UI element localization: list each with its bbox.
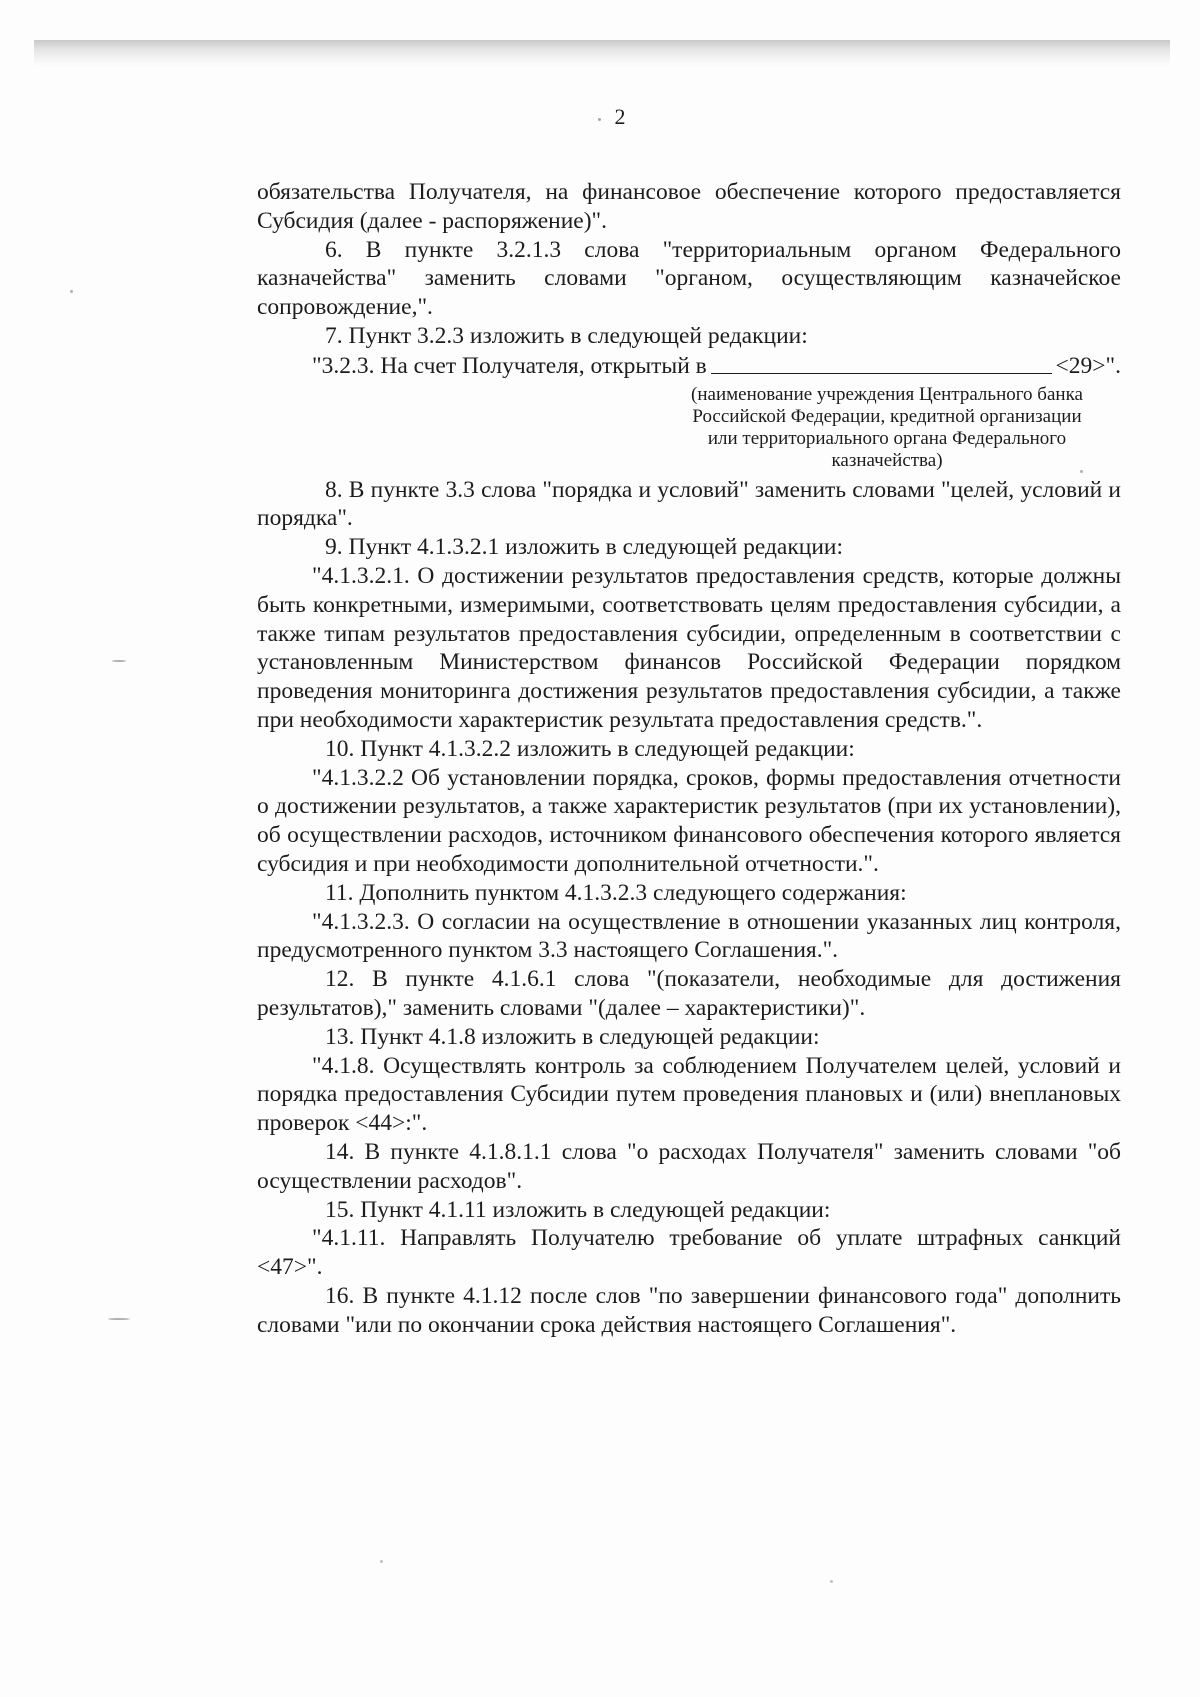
paragraph-item-12: 12. В пункте 4.1.6.1 слова "(показатели, необходимые для достижения результатов)," заменить словами "(далее – характеристики)". bbox=[257, 966, 1121, 1021]
paragraph-item-6: 6. В пункте 3.2.1.3 слова "территориальным органом Федерального казначейства" заменить словами "органом, осуществляющим казначейское сопровождение,". bbox=[257, 236, 1121, 321]
document-body bbox=[257, 178, 1121, 1339]
paragraph-item-8: 8. В пункте 3.3 слова "порядка и условий" заменить словами "целей, условий и порядка". bbox=[257, 476, 1121, 532]
account-prefix: "3.2.3. На счет Получателя, открытый в bbox=[312, 352, 707, 379]
paragraph-item-13: 13. Пункт 4.1.8 изложить в следующей редакции: bbox=[325, 1023, 820, 1050]
account-suffix: <29>". bbox=[1055, 352, 1121, 379]
quoted-clause-4-1-3-2-2: "4.1.3.2.2 Об установлении порядка, сроков, формы предоставления отчетности о достижении результатов, а также характеристик результатов (при их установлении), об осуществлении расходов, источником финансового обеспечения которого является субсидия и при необходимости дополнительной отчетности.". bbox=[257, 764, 1121, 877]
scan-speck bbox=[1080, 470, 1083, 473]
account-line bbox=[257, 351, 1121, 380]
paragraph-item-16: 16. В пункте 4.1.12 после слов "по завершении финансового года" дополнить словами "или по окончании срока действия настоящего Соглашения". bbox=[257, 1282, 1121, 1338]
scan-speck bbox=[380, 1560, 383, 1563]
quoted-clause-4-1-11: "4.1.11. Направлять Получателю требование об уплате штрафных санкций <47>". bbox=[257, 1225, 1121, 1281]
quoted-clause-4-1-8: "4.1.8. Осуществлять контроль за соблюдением Получателем целей, условий и порядка предоставления Субсидии путем проведения плановых и (или) внеплановых проверок <44>:". bbox=[257, 1052, 1121, 1137]
scan-speck bbox=[598, 118, 601, 121]
page-number: 2 bbox=[614, 104, 626, 129]
paragraph-item-11: 11. Дополнить пунктом 4.1.3.2.3 следующего содержания: bbox=[325, 879, 907, 906]
scan-speck bbox=[70, 290, 73, 293]
scan-speck bbox=[830, 1580, 833, 1583]
scan-speck bbox=[112, 660, 126, 662]
account-caption: (наименование учреждения Центрального банка Российской Федерации, кредитной организации или территориального органа Федерального казначейства) bbox=[691, 383, 1083, 471]
quoted-clause-4-1-3-2-3: "4.1.3.2.3. О согласии на осуществление в отношении указанных лиц контроля, предусмотренного пунктом 3.3 настоящего Соглашения.". bbox=[257, 908, 1121, 964]
paragraph-item-7: 7. Пункт 3.2.3 изложить в следующей редакции: bbox=[325, 322, 808, 349]
paragraph-item-10: 10. Пункт 4.1.3.2.2 изложить в следующей редакции: bbox=[325, 735, 855, 762]
scan-speck bbox=[108, 1318, 130, 1320]
paragraph-item-15: 15. Пункт 4.1.11 изложить в следующей редакции: bbox=[325, 1196, 831, 1223]
quoted-clause-4-1-3-2-1: "4.1.3.2.1. О достижении результатов предоставления средств, которые должны быть конкретными, измеримыми, соответствовать целям предоставления субсидии, а также типам результатов предоставления субсидии, определенным в соответствии с установленным Министерством финансов Российской Федерации порядком проведения мониторинга достижения результатов предоставления субсидии, а также при необходимости характеристик результата предоставления средств.". bbox=[257, 562, 1121, 733]
blank-fill-line bbox=[711, 373, 1052, 374]
paragraph-continuation: обязательства Получателя, на финансовое обеспечение которого предоставляется Субсидия (далее - распоряжение)". bbox=[257, 179, 1121, 234]
paragraph-item-14: 14. В пункте 4.1.8.1.1 слова "о расходах Получателя" заменить словами "об осуществлении расходов". bbox=[257, 1138, 1121, 1194]
scan-edge-shadow bbox=[34, 40, 1170, 66]
paragraph-item-9: 9. Пункт 4.1.3.2.1 изложить в следующей редакции: bbox=[325, 534, 844, 561]
